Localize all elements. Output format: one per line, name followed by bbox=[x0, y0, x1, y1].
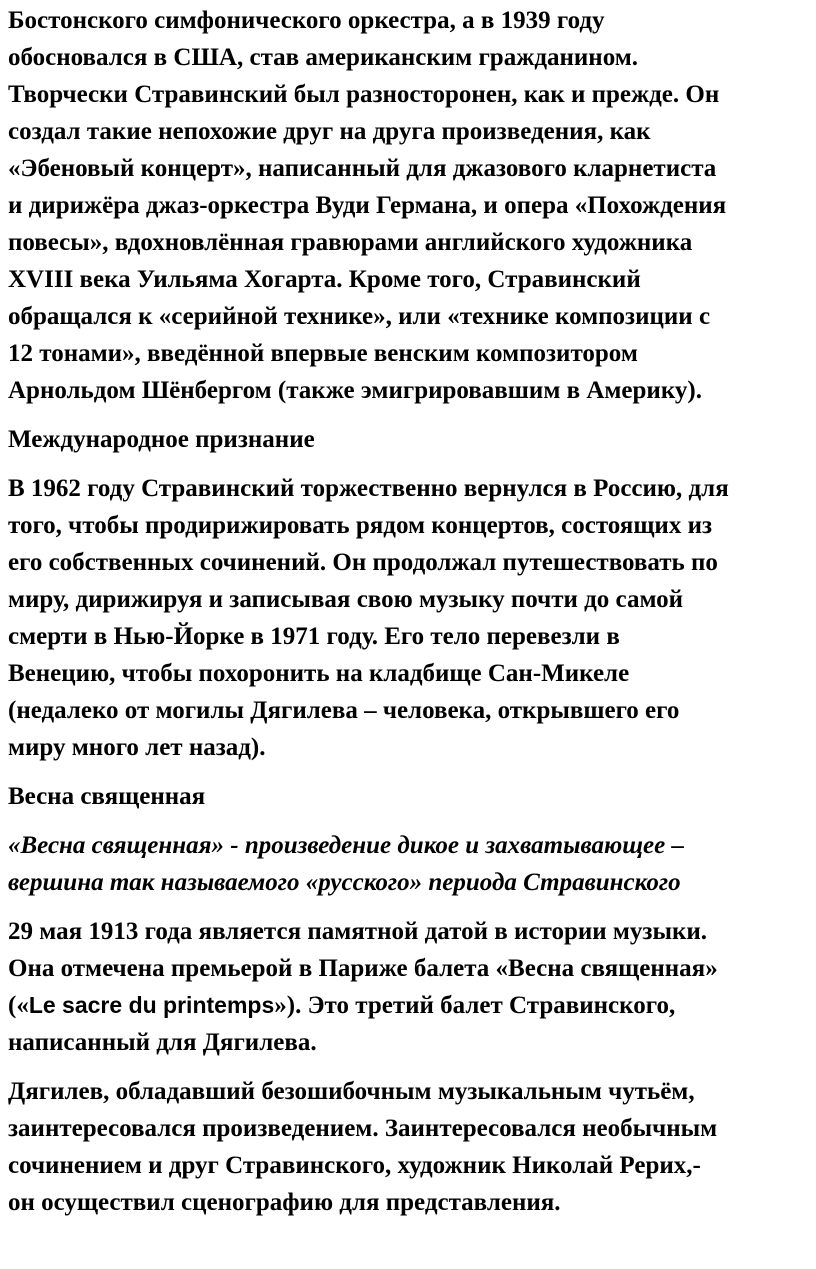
paragraph-premiere bbox=[8, 913, 810, 1061]
text-line: того, чтобы продирижировать рядом концертов, состоящих из bbox=[8, 512, 713, 539]
text-line: «Весна священная» - произведение дикое и захватывающее – bbox=[8, 832, 684, 859]
heading-text: Международное признание bbox=[8, 426, 315, 453]
latin-title: Le sacre du printemps bbox=[28, 992, 275, 1018]
text-line: он осуществил сценографию для представления. bbox=[8, 1189, 561, 1216]
text-line: 12 тонами», введённой впервые венским композитором bbox=[8, 340, 638, 367]
section-heading-international-recognition bbox=[8, 421, 810, 458]
text-fragment: »). Это третий балет Стравинского, bbox=[274, 992, 676, 1019]
text-line: создал такие непохожие друг на друга произведения, как bbox=[8, 118, 651, 145]
text-line: сочинением и друг Стравинского, художник Николай Рерих,- bbox=[8, 1152, 701, 1179]
text-line: вершина так называемого «русского» периода Стравинского bbox=[8, 869, 681, 896]
text-line: Дягилев, обладавший безошибочным музыкальным чутьём, bbox=[8, 1078, 695, 1105]
text-line: миру, дирижируя и записывая свою музыку почти до самой bbox=[8, 586, 684, 613]
paragraph-return-to-russia bbox=[8, 470, 810, 766]
text-line: повесы», вдохновлённая гравюрами английского художника bbox=[8, 229, 693, 256]
text-line: обосновался в США, став американским гражданином. bbox=[8, 44, 639, 71]
heading-text: Весна священная bbox=[8, 783, 206, 810]
text-line: (недалеко от могилы Дягилева – человека, открывшего его bbox=[8, 697, 680, 724]
paragraph-diaghilev bbox=[8, 1073, 810, 1221]
italic-epigraph bbox=[8, 827, 810, 901]
text-line: XVIII века Уильяма Хогарта. Кроме того, Стравинский bbox=[8, 266, 641, 293]
text-line-mixed bbox=[8, 987, 810, 1024]
text-line: Арнольдом Шёнбергом (также эмигрировавшим в Америку). bbox=[8, 377, 702, 404]
section-heading-rite-of-spring bbox=[8, 778, 810, 815]
paragraph-stravinsky-usa bbox=[8, 2, 810, 409]
text-line: Творчески Стравинский был разносторонен, как и прежде. Он bbox=[8, 81, 720, 108]
text-line: В 1962 году Стравинский торжественно вернулся в Россию, для bbox=[8, 475, 729, 502]
text-line: 29 мая 1913 года является памятной датой в истории музыки. bbox=[8, 918, 708, 945]
text-line: миру много лет назад). bbox=[8, 734, 266, 761]
text-line: его собственных сочинений. Он продолжал путешествовать по bbox=[8, 549, 718, 576]
text-line: смерти в Нью-Йорке в 1971 году. Его тело перевезли в bbox=[8, 623, 620, 650]
text-line: «Эбеновый концерт», написанный для джазового кларнетиста bbox=[8, 155, 717, 182]
text-line: написанный для Дягилева. bbox=[8, 1029, 317, 1056]
text-line: Она отмечена премьерой в Париже балета «Весна священная» bbox=[8, 955, 718, 982]
text-line: заинтересовался произведением. Заинтересовался необычным bbox=[8, 1115, 718, 1142]
text-line: Венецию, чтобы похоронить на кладбище Сан-Микеле bbox=[8, 660, 630, 687]
text-fragment: (« bbox=[8, 992, 29, 1019]
text-line: обращался к «серийной технике», или «технике композиции с bbox=[8, 303, 711, 330]
text-line: Бостонского симфонического оркестра, а в 1939 году bbox=[8, 7, 605, 34]
text-line: и дирижёра джаз-оркестра Вуди Германа, и опера «Похождения bbox=[8, 192, 727, 219]
